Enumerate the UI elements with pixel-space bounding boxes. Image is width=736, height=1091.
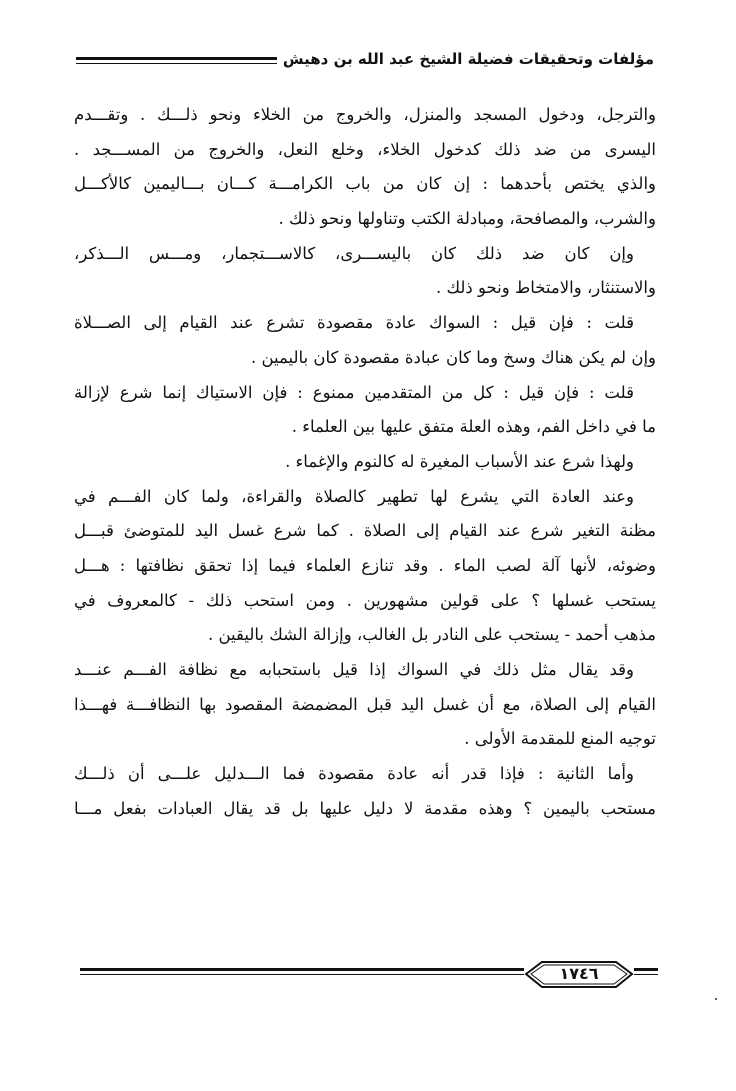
text-line: وعند العادة التي يشرع لها تطهير كالصلاة والقراءة، ولما كان الفـــم في (74, 486, 634, 506)
text-line: وضوئه، لأنها آلة لصب الماء . وقد تنازع العلماء فيما إذا تحقق نظافتها : هـــل (74, 555, 656, 575)
scan-speck (715, 998, 717, 1000)
header-title: مؤلفات وتحقيقات فضيلة الشيخ عبد الله بن دهيش (277, 50, 654, 68)
text-line: والشرب، والمصافحة، ومبادلة الكتب وتناولها ونحو ذلك . (278, 209, 656, 229)
text-line: وقد يقال مثل ذلك في السواك إذا قيل باستحبابه مع نظافة الفـــم عنـــد (74, 660, 634, 679)
text-line: قلت : فإن قيل : السواك عادة مقصودة تشرع عند القيام إلى الصـــلاة (74, 313, 634, 333)
text-line: مظنة التغير شرع عند القيام إلى الصلاة . كما شرع غسل اليد للمتوضئ قبـــل (74, 521, 656, 541)
page-footer (80, 958, 658, 998)
text-line: توجيه المنع للمقدمة الأولى . (464, 729, 656, 749)
page-number-badge (524, 960, 634, 990)
text-line: ما في داخل الفم، وهذه العلة متفق عليها بين العلماء . (291, 417, 656, 437)
text-line: وإن كان ضد ذلك كان باليســـرى، كالاســـتجمار، ومـــس الـــذكر، (74, 243, 634, 263)
text-line: ولهذا شرع عند الأسباب المغيرة له كالنوم والإغماء . (285, 451, 634, 471)
text-line: وإن لم يكن هناك وسخ وما كان عبادة مقصودة كان باليمين . (250, 347, 656, 367)
text-line: مستحب باليمين ؟ وهذه مقدمة لا دليل عليها بل قد يقال العبادات بفعل مـــا (74, 798, 656, 818)
text-line: وأما الثانية : فإذا قدر أنه عادة مقصودة فما الـــدليل علـــى أن ذلـــك (74, 764, 634, 784)
text-line: والترجل، ودخول المسجد والمنزل، والخروج من الخلاء ونحو ذلـــك . وتقـــدم (74, 105, 656, 124)
text-line: قلت : فإن قيل : كل من المتقدمين ممنوع : فإن الاستياك إنما شرع لإزالة (74, 382, 634, 402)
text-line: القيام إلى الصلاة، مع أن غسل اليد قبل المضمضة المقصود بها النظافـــة فهـــذا (74, 694, 656, 714)
page-body (74, 98, 656, 826)
footer-rule-right-thick (634, 968, 658, 971)
text-line: والاستنثار، والامتخاط ونحو ذلك . (435, 278, 656, 298)
text-line: اليسرى من ضد ذلك كدخول الخلاء، وخلع النعل، والخروج من المســـجد . (74, 139, 656, 159)
running-header (76, 48, 654, 88)
footer-rule-left-thin (80, 974, 524, 975)
footer-rule-right-thin (634, 974, 658, 975)
footer-rule-left-thick (80, 968, 524, 971)
page-number: ١٧٤٦ (559, 964, 599, 983)
text-line: والذي يختص بأحدهما : إن كان من باب الكرامـــة كـــان بـــاليمين كالأكـــل (74, 174, 656, 194)
text-line: يستحب غسلها ؟ على قولين مشهورين . ومن استحب ذلك - كالمعروف في (74, 590, 656, 610)
text-line: مذهب أحمد - يستحب على النادر بل الغالب، وإزالة الشك باليقين . (207, 625, 656, 645)
